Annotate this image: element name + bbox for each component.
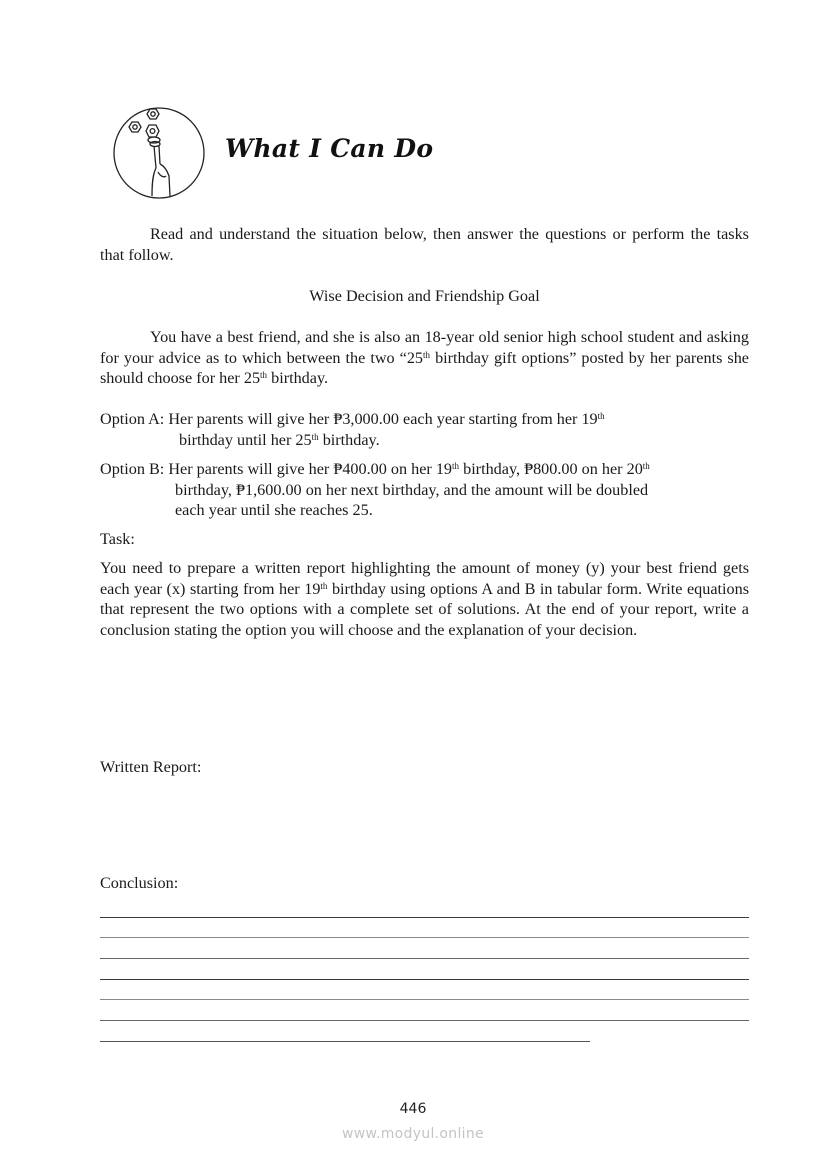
hand-with-nuts-icon [112,106,206,200]
conclusion-answer-line[interactable] [100,958,749,959]
intro-paragraph: Read and understand the situation below, then answer the questions or perform the tasks that follow. [100,225,749,264]
watermark: www.modyul.online [342,1126,484,1142]
task-paragraph: You need to prepare a written report highlighting the amount of money (y) your best friend gets each year (x) starting from her 19th birthday using options A and B in tabular form. Write equations that represent the two options with a complete set of solutions. At the end of your report, write a conclusion stating the option you will choose and the explanation of your decision. [100,559,749,639]
option-b: Option B: Her parents will give her ₱400.00 on her 19th birthday, ₱800.00 on her 20th birthday, ₱1,600.00 on her next birthday, and the amount will be doubled each year until she reaches 25. [100,460,650,519]
option-b-label: Option B: [100,460,165,478]
situation-title: Wise Decision and Friendship Goal [309,287,540,305]
task-label: Task: [100,530,135,548]
conclusion-answer-line[interactable] [100,1041,590,1042]
written-report-label: Written Report: [100,758,202,776]
page-number: 446 [399,1101,427,1117]
conclusion-answer-line[interactable] [100,979,749,980]
situation-paragraph: You have a best friend, and she is also an 18-year old senior high school student and asking for your advice as to which between the two “25th birthday gift options” posted by her parents she should choose for her 25th birthday. [100,328,749,387]
conclusion-answer-line[interactable] [100,1020,749,1021]
conclusion-answer-line[interactable] [100,917,749,918]
option-a-label: Option A: [100,410,165,428]
section-title: What I Can Do [225,134,434,163]
conclusion-answer-line[interactable] [100,937,749,938]
option-a: Option A: Her parents will give her ₱3,000.00 each year starting from her 19th birthday until her 25th birthday. [100,410,605,449]
conclusion-answer-line[interactable] [100,999,749,1000]
conclusion-label: Conclusion: [100,874,179,892]
